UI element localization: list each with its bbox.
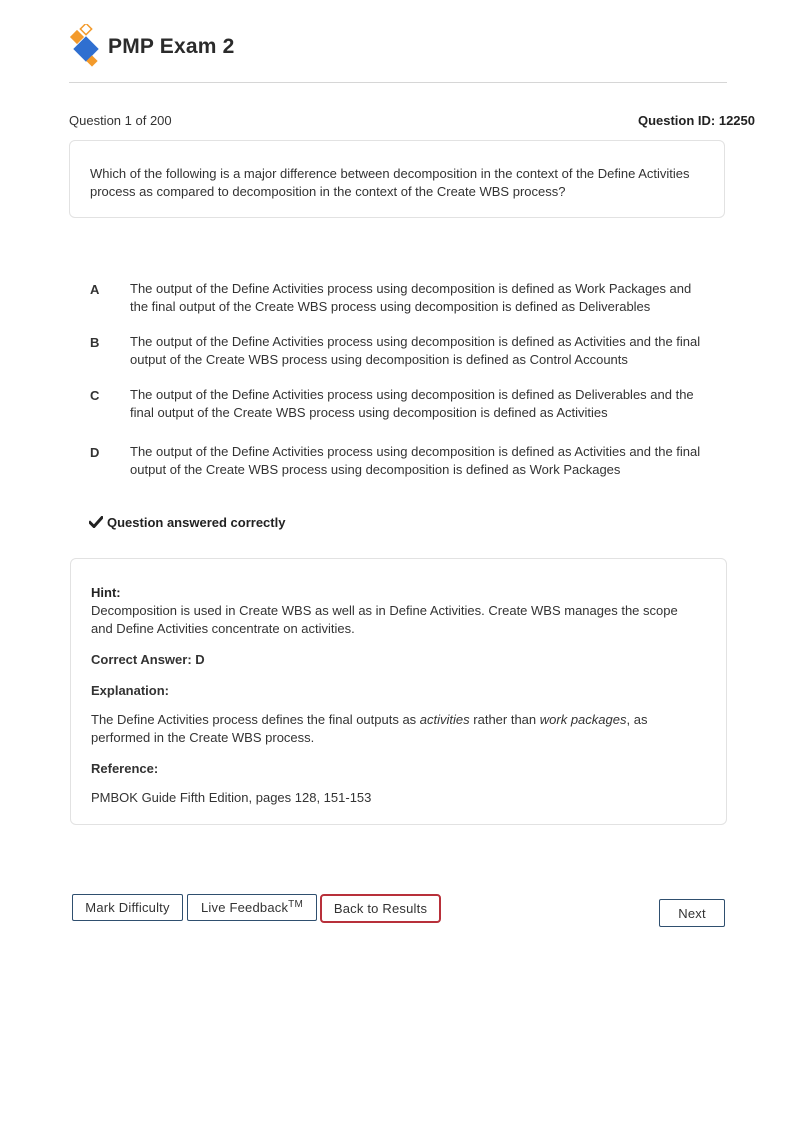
question-box <box>69 140 725 218</box>
question-counter: Question 1 of 200 <box>69 113 172 128</box>
hint-text: Decomposition is used in Create WBS as well as in Define Activities. Create WBS manages the scope and Define Activities concentrate on activities. <box>91 603 678 636</box>
option-letter: B <box>90 335 100 350</box>
result-status <box>89 515 285 530</box>
mark-difficulty-button[interactable]: Mark Difficulty <box>72 894 183 921</box>
explanation-label: Explanation: <box>91 683 170 698</box>
hint-label: Hint: <box>91 585 121 600</box>
explanation-text <box>91 711 701 747</box>
option-letter: D <box>90 445 100 460</box>
result-text: Question answered correctly <box>107 515 286 530</box>
option-letter: C <box>90 388 100 403</box>
explanation-part: rather than <box>469 712 540 727</box>
correct-answer: Correct Answer: D <box>91 652 205 667</box>
option-letter: A <box>90 282 100 297</box>
question-text: Which of the following is a major difference between decomposition in the context of the Define Activities process as compared to decomposition in the context of the Create WBS process? <box>90 166 690 199</box>
back-to-results-button[interactable]: Back to Results <box>320 894 441 923</box>
live-feedback-button[interactable] <box>187 894 317 921</box>
option-text: The output of the Define Activities process using decomposition is defined as Deliverables and the final output of the Create WBS process using decomposition is defined as Activities <box>130 387 694 420</box>
app-title: PMP Exam 2 <box>108 35 235 58</box>
answer-box <box>70 558 727 825</box>
checkmark-icon <box>89 516 103 528</box>
live-feedback-label: Live Feedback <box>201 900 289 915</box>
explanation-emphasis: activities <box>419 712 470 727</box>
question-id: Question ID: 12250 <box>637 113 755 128</box>
reference-text: PMBOK Guide Fifth Edition, pages 128, 151-153 <box>91 790 372 805</box>
explanation-emphasis: work packages <box>539 712 627 727</box>
hint-section <box>91 584 701 638</box>
reference-label: Reference: <box>91 761 159 776</box>
explanation-part: The Define Activities process defines the final outputs as <box>91 712 420 727</box>
option-text: The output of the Define Activities process using decomposition is defined as Work Packages and the final output of the Create WBS process using decomposition is defined as Deliverables <box>130 281 692 314</box>
option-text: The output of the Define Activities process using decomposition is defined as Activities and the final output of the Create WBS process using decomposition is defined as Control Accounts <box>130 334 701 367</box>
option-text: The output of the Define Activities process using decomposition is defined as Activities and the final output of the Create WBS process using decomposition is defined as Work Packages <box>130 444 701 477</box>
next-button[interactable]: Next <box>659 899 725 927</box>
explanation-part: , as performed in the Create WBS process. <box>91 712 648 745</box>
diamond-logo-icon <box>69 24 103 68</box>
trademark-mark: TM <box>288 899 303 910</box>
page-header <box>69 22 727 83</box>
